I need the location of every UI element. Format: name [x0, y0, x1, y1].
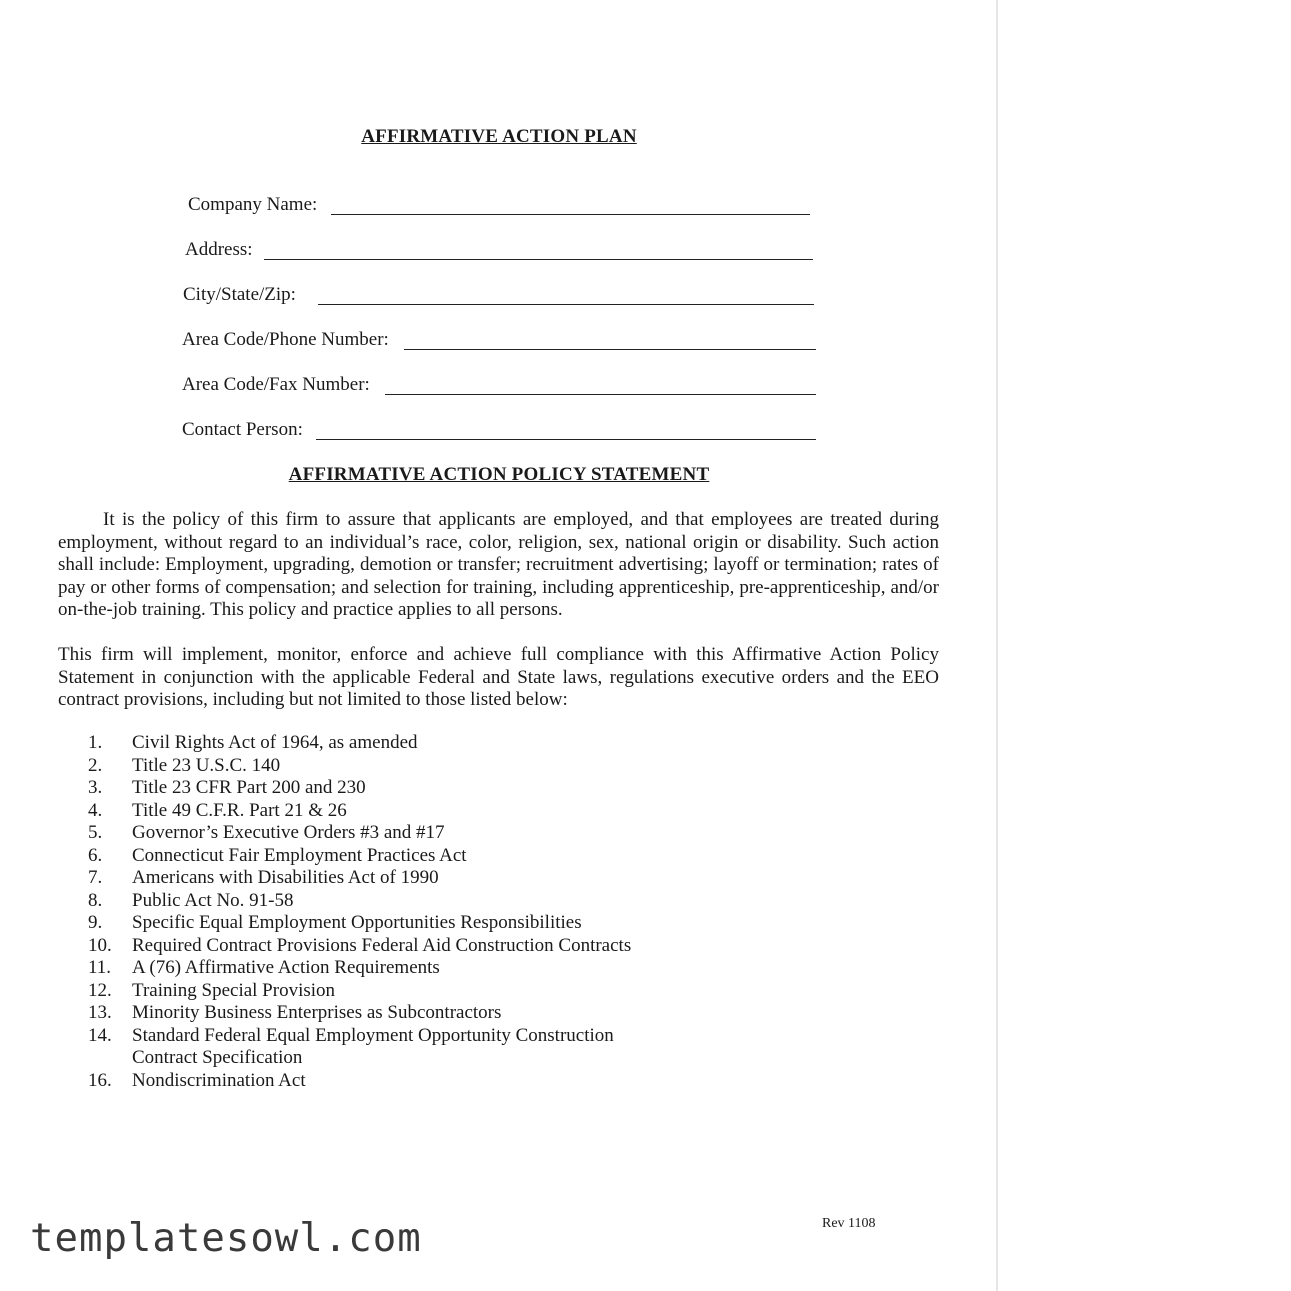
- page-edge-divider: [996, 0, 998, 1291]
- list-item: [88, 800, 688, 823]
- list-item-number: 11.: [88, 957, 112, 978]
- list-item-text: Required Contract Provisions Federal Aid Construction Contracts: [132, 934, 632, 956]
- list-item: [88, 822, 688, 845]
- list-item-number: 10.: [88, 934, 112, 956]
- list-item: [88, 777, 688, 800]
- list-item-text: Nondiscrimination Act: [132, 1069, 306, 1091]
- regulations-list: [88, 732, 688, 1092]
- list-item-number: 14.: [88, 1024, 112, 1046]
- policy-paragraph-1: It is the policy of this firm to assure that applicants are employed, and that employees are treated during employment, without regard to an individual’s race, color, religion, sex, national origin or disability. Such action shall include: Employment, upgrading, demotion or transfer; recruitment advertising; layoff or termination; rates of pay or other forms of compensation; and selection for training, including apprenticeship, pre-apprenticeship, and/or on-the-job training. This policy and practice applies to all persons.: [58, 509, 939, 620]
- list-item-text: Training Special Provision: [132, 979, 336, 1001]
- city-state-zip-field[interactable]: [183, 284, 814, 310]
- address-field[interactable]: [185, 239, 813, 265]
- list-item-text: Civil Rights Act of 1964, as amended: [132, 732, 418, 753]
- policy-paragraph-2: This firm will implement, monitor, enforce and achieve full compliance with this Affirmative Action Policy Statement in conjunction with the applicable Federal and State laws, regulations executive orders and the EEO contract provisions, including but not limited to those listed below:: [58, 644, 939, 710]
- city-state-zip-input-line[interactable]: [318, 304, 814, 305]
- list-item: [88, 912, 688, 935]
- contact-person-label: Contact Person:: [182, 419, 303, 440]
- list-item-number: 4.: [88, 799, 103, 821]
- list-item-number: 1.: [88, 732, 103, 753]
- list-item-text: Americans with Disabilities Act of 1990: [132, 867, 439, 888]
- list-item: [88, 935, 688, 958]
- list-item-text: Governor’s Executive Orders #3 and #17: [132, 822, 445, 843]
- policy-statement-heading: AFFIRMATIVE ACTION POLICY STATEMENT: [288, 464, 710, 485]
- document-title: AFFIRMATIVE ACTION PLAN: [361, 126, 637, 147]
- revision-label: Rev 1108: [822, 1216, 876, 1231]
- list-item-number: 6.: [88, 844, 103, 866]
- watermark-logo: templatesowl.com: [30, 1216, 422, 1261]
- list-item: [88, 1025, 688, 1070]
- list-item-number: 5.: [88, 822, 103, 843]
- list-item-text: Title 23 U.S.C. 140: [132, 754, 281, 776]
- list-item-number: 7.: [88, 867, 103, 888]
- list-item-number: 12.: [88, 979, 112, 1001]
- list-item-text: Connecticut Fair Employment Practices Act: [132, 844, 467, 866]
- list-item-text: Standard Federal Equal Employment Opportunity Construction Contract Specification: [132, 1024, 614, 1068]
- list-item-text: A (76) Affirmative Action Requirements: [132, 957, 440, 978]
- list-item-number: 9.: [88, 912, 103, 933]
- list-item: [88, 957, 688, 980]
- list-item-number: 13.: [88, 1002, 112, 1023]
- company-name-field[interactable]: [188, 194, 812, 220]
- company-name-label: Company Name:: [188, 194, 318, 215]
- list-item: [88, 755, 688, 778]
- list-item-number: 8.: [88, 889, 103, 911]
- list-item-text: Minority Business Enterprises as Subcontractors: [132, 1002, 502, 1023]
- list-item: [88, 1070, 688, 1093]
- list-item-number: 2.: [88, 754, 103, 776]
- contact-person-input-line[interactable]: [316, 439, 816, 440]
- list-item-text: Title 49 C.F.R. Part 21 & 26: [132, 799, 347, 821]
- fax-number-input-line[interactable]: [385, 394, 816, 395]
- address-input-line[interactable]: [264, 259, 813, 260]
- list-item: [88, 980, 688, 1003]
- address-label: Address:: [185, 239, 253, 260]
- list-item-text: Title 23 CFR Part 200 and 230: [132, 777, 366, 798]
- phone-number-field[interactable]: [182, 329, 816, 355]
- list-item: [88, 1002, 688, 1025]
- list-item-text: Specific Equal Employment Opportunities Responsibilities: [132, 912, 582, 933]
- list-item: [88, 890, 688, 913]
- list-item: [88, 845, 688, 868]
- phone-number-label: Area Code/Phone Number:: [182, 329, 389, 350]
- list-item-text: Public Act No. 91-58: [132, 889, 294, 911]
- list-item-number: 16.: [88, 1069, 112, 1091]
- phone-number-input-line[interactable]: [404, 349, 816, 350]
- list-item: [88, 867, 688, 890]
- list-item: [88, 732, 688, 755]
- fax-number-field[interactable]: [182, 374, 816, 400]
- list-item-number: 3.: [88, 777, 103, 798]
- company-name-input-line[interactable]: [331, 214, 810, 215]
- city-state-zip-label: City/State/Zip:: [183, 284, 296, 305]
- fax-number-label: Area Code/Fax Number:: [182, 374, 370, 395]
- contact-person-field[interactable]: [182, 419, 816, 445]
